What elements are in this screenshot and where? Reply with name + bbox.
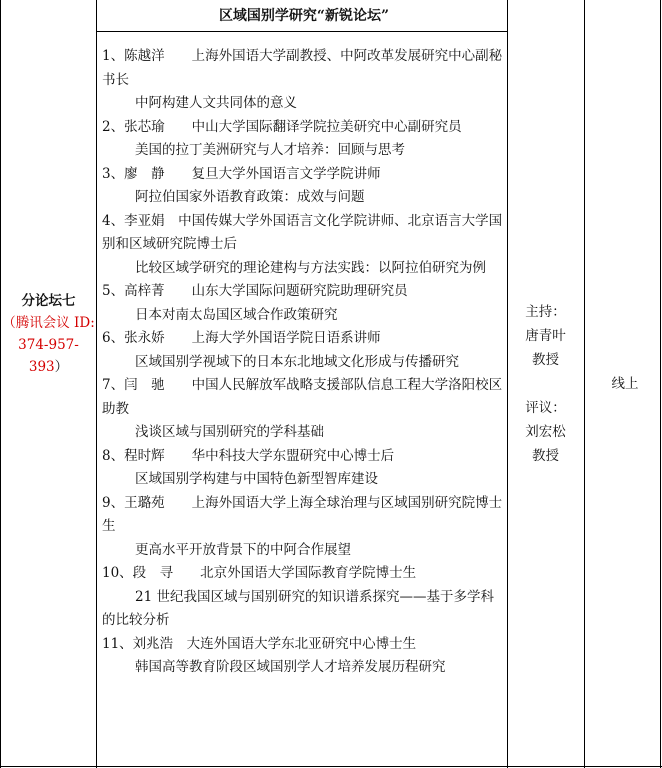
paren-close: ） <box>54 359 69 375</box>
host-name: 唐青叶 <box>525 328 566 344</box>
forum-name: 分论坛七 <box>21 293 76 309</box>
tencent-meeting-label: 腾讯会议 ID: <box>15 315 95 331</box>
speaker-info: 3、廖 静 复旦大学外国语言文学学院讲师 <box>102 165 381 182</box>
speaker-topic: 区域国别学视域下的日本东北地域文化形成与传播研究 <box>135 353 459 370</box>
table-divider-1 <box>96 0 97 768</box>
meeting-id: 374-957-393 <box>18 337 79 375</box>
speaker-topic: 区域国别学构建与中国特色新型智库建设 <box>135 471 378 487</box>
speaker-info: 5、高梓菁 山东大学国际问题研究院助理研究员 <box>102 283 408 299</box>
speaker-entry <box>102 445 506 492</box>
section-title: 区域国别学研究“新锐论坛” <box>218 8 390 24</box>
reviewer-name: 刘宏松 <box>525 424 566 440</box>
table-border-bottom <box>0 766 662 767</box>
speaker-entry <box>102 116 506 163</box>
speaker-entry <box>102 492 506 563</box>
speaker-info: 4、李亚娟 中国传媒大学外国语言文化学院讲师、北京语言大学国别和区域研究院博士后 <box>102 212 503 252</box>
forum-label-cell <box>1 290 96 378</box>
speaker-list <box>102 45 506 680</box>
speaker-topic: 比较区域学研究的理论建构与方法实践：以阿拉伯研究为例 <box>135 259 486 276</box>
speaker-info: 7、闫 驰 中国人民解放军战略支援部队信息工程大学洛阳校区助教 <box>102 377 503 417</box>
speaker-info: 8、程时辉 华中科技大学东盟研究中心博士后 <box>102 447 395 464</box>
location-cell: 线上 <box>611 376 639 392</box>
table-divider-3 <box>584 0 585 768</box>
table-border-left <box>0 0 1 768</box>
speaker-topic: 韩国高等教育阶段区域国别学人才培养发展历程研究 <box>135 659 446 675</box>
speaker-entry <box>102 633 506 680</box>
speaker-info: 11、刘兆浩 大连外国语大学东北亚研究中心博士生 <box>102 635 417 652</box>
speaker-topic: 日本对南太岛国区域合作政策研究 <box>135 306 338 323</box>
paren-open: （ <box>2 315 16 331</box>
speaker-topic: 中阿构建人文共同体的意义 <box>135 95 297 111</box>
speaker-info: 10、段 寻 北京外国语大学国际教育学院博士生 <box>102 565 417 581</box>
speaker-entry <box>102 210 506 281</box>
speaker-entry <box>102 280 506 327</box>
host-label: 主持： <box>525 304 566 320</box>
speaker-topic: 美国的拉丁美洲研究与人才培养：回顾与思考 <box>135 142 405 158</box>
speaker-info: 6、张永娇 上海大学外国语学院日语系讲师 <box>102 330 381 346</box>
table-row-divider <box>96 31 507 32</box>
speaker-topic: 浅谈区域与国别研究的学科基础 <box>135 424 324 440</box>
speaker-topic: 更高水平开放背景下的中阿合作展望 <box>135 541 351 558</box>
speaker-entry <box>102 374 506 445</box>
speaker-entry <box>102 562 506 633</box>
speaker-topic: 21 世纪我国区域与国别研究的知识谱系探究——基于多学科的比较分析 <box>102 588 494 628</box>
speaker-entry <box>102 45 506 116</box>
host-cell <box>508 300 583 468</box>
speaker-entry <box>102 163 506 210</box>
host-title: 教授 <box>532 352 559 368</box>
reviewer-label: 评议： <box>525 400 566 416</box>
speaker-topic: 阿拉伯国家外语教育政策：成效与问题 <box>135 189 365 205</box>
speaker-info: 1、陈越洋 上海外国语大学副教授、中阿改革发展研究中心副秘书长 <box>102 48 503 88</box>
speaker-info: 2、张芯瑜 中山大学国际翻译学院拉美研究中心副研究员 <box>102 118 462 135</box>
speaker-entry <box>102 327 506 374</box>
reviewer-title: 教授 <box>532 448 559 464</box>
speaker-info: 9、王璐苑 上海外国语大学上海全球治理与区域国别研究院博士生 <box>102 494 503 534</box>
